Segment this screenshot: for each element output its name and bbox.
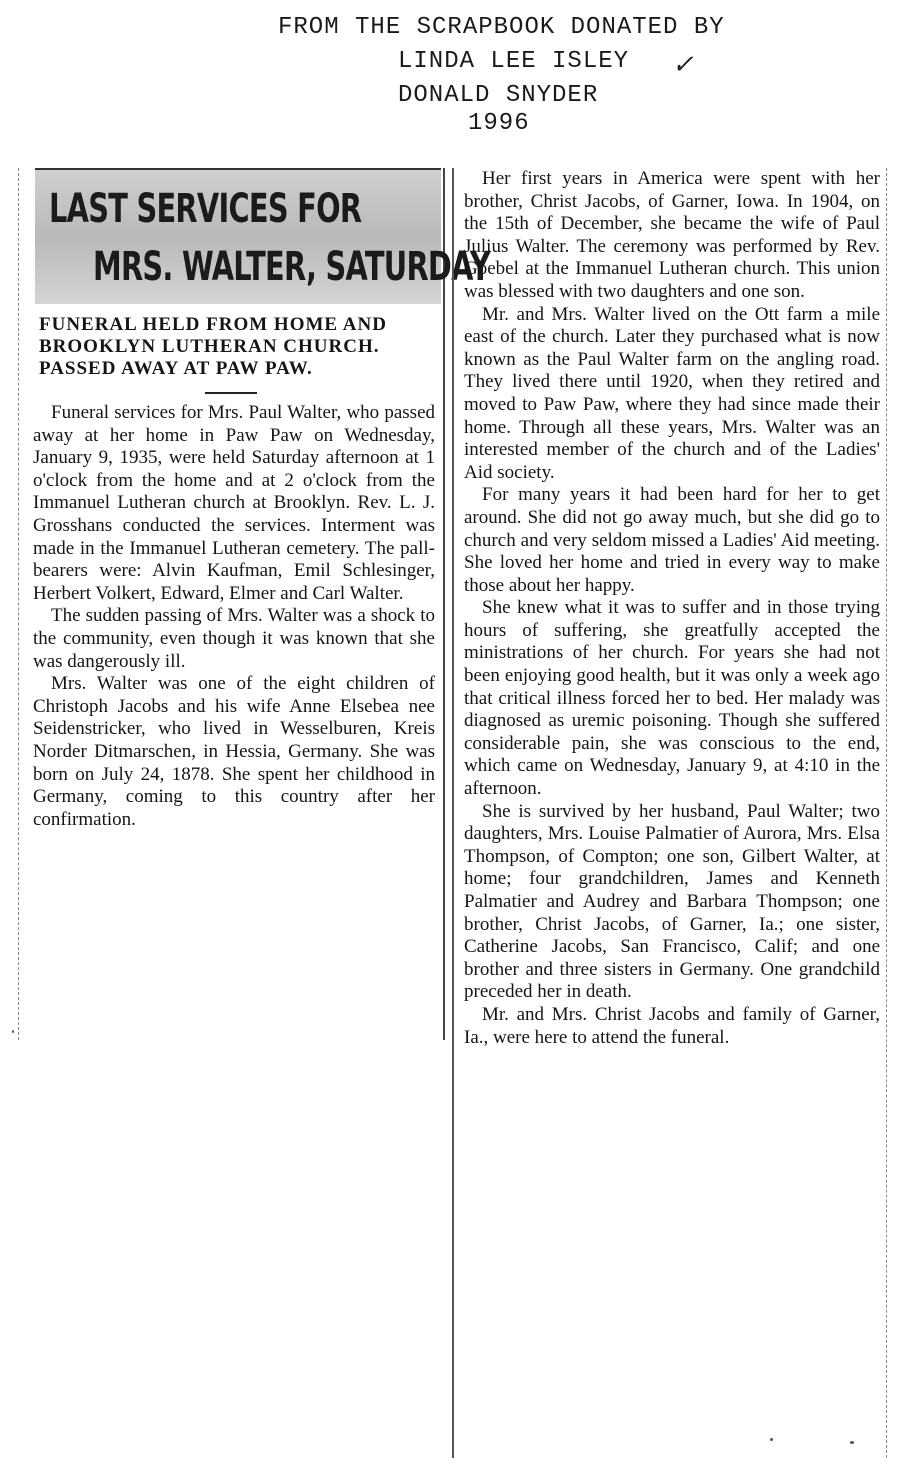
headline-box xyxy=(35,168,491,304)
donation-year: 1996 xyxy=(468,110,530,137)
scan-speck xyxy=(770,1438,773,1441)
donor-name-line-2: DONALD SNYDER xyxy=(398,82,599,109)
subheadline: FUNERAL HELD FROM HOME AND BROOKLYN LUTHERAN CHURCH. PASSED AWAY AT PAW PAW. xyxy=(39,314,387,379)
headline-line-2: MRS. WALTER, SATURDAY xyxy=(93,244,491,290)
article-paragraph: For many years it had been hard for her to get around. She did not go away much, but she did go to church and very seldom missed a Ladies' Aid meeting. She loved her home and tried in every way to make those about her happy. xyxy=(464,484,880,596)
clipping-left-column xyxy=(18,168,491,1040)
headline-line-1: LAST SERVICES FOR xyxy=(49,186,362,232)
article-paragraph: Funeral services for Mrs. Paul Walter, who passed away at her home in Paw Paw on Wednesday, January 9, 1935, were held Saturday afternoon at 1 o'clock from the home and at 2 o'clock from the Immanuel Lutheran church at Brooklyn. Rev. L. J. Grosshans conducted the services. Interment was made in the Immanuel Lutheran cemetery. The pall-bearers were: Alvin Kaufman, Emil Schlesinger, Herbert Volkert, Edward, Elmer and Carl Walter. xyxy=(33,402,435,604)
article-paragraph: Mrs. Walter was one of the eight children of Christoph Jacobs and his wife Anne Elsebea nee Seidenstricker, who lived in Wesselburen, Kreis Norder Ditmarschen, in Hessia, Germany. She was born on July 24, 1878. She spent her childhood in Germany, coming to this country after her confirmation. xyxy=(33,673,435,830)
clipping-right-column xyxy=(452,168,887,1458)
scan-speck xyxy=(850,1441,854,1444)
donor-name-line: LINDA LEE ISLEY xyxy=(398,48,630,75)
article-paragraph: Mr. and Mrs. Christ Jacobs and family of Garner, Ia., were here to attend the funeral. xyxy=(464,1003,880,1048)
article-paragraph: Mr. and Mrs. Walter lived on the Ott farm a mile east of the church. Later they purchased what is now known as the Paul Walter farm on the angling road. They lived there until 1920, when they retired and moved to Paw Paw, where they had since made their home. Through all these years, Mrs. Walter was an interested member of the church and of the Ladies' Aid society. xyxy=(464,303,880,483)
scan-speck xyxy=(12,1030,14,1033)
handwritten-check-mark: ✓ xyxy=(672,50,694,80)
divider-rule xyxy=(205,392,257,394)
article-paragraph: She knew what it was to suffer and in those trying hours of suffering, she greatfully accepted the ministrations of her church. For years she had not been enjoying good health, but it was only a week ago that critical illness forced her to bed. Her malady was diagnosed as uremic poisoning. Though she suffered considerable pain, she was conscious to the end, which came on Wednesday, January 9, at 4:10 in the afternoon. xyxy=(464,597,880,800)
article-paragraph: Her first years in America were spent with her brother, Christ Jacobs, of Garner, Iowa. In 1904, on the 15th of December, she became the wife of Paul Julius Walter. The ceremony was performed by Rev. Goebel at the Immanuel Lutheran church. This union was blessed with two daughters and one son. xyxy=(464,168,880,302)
donor-header-line: FROM THE SCRAPBOOK DONATED BY xyxy=(278,14,725,41)
article-paragraph: She is survived by her husband, Paul Walter; two daughters, Mrs. Louise Palmatier of Aurora, Mrs. Elsa Thompson, of Compton; one son, Gilbert Walter, at home; four grandchildren, James and Kenneth Palmatier and Audrey and Barbara Thompson; one brother, Christ Jacobs, of Garner, Ia.; one sister, Catherine Jacobs, San Francisco, Calif; and one brother and three sisters in Germany. One grandchild preceded her in death. xyxy=(464,800,880,1003)
article-paragraph: The sudden passing of Mrs. Walter was a shock to the community, even though it was known that she was dangerously ill. xyxy=(33,605,435,672)
